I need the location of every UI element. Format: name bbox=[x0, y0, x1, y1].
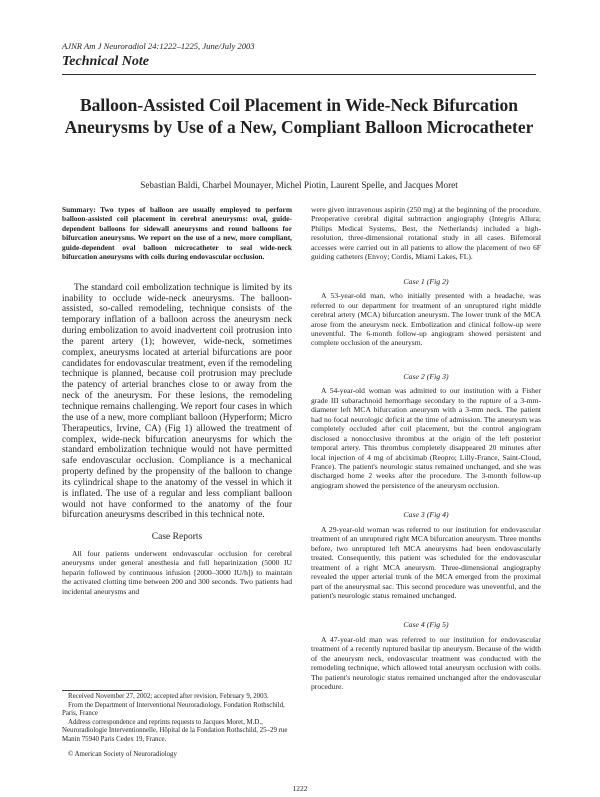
journal-citation: AJNR Am J Neuroradiol 24:1222–1225, June/July 2003 bbox=[62, 41, 255, 51]
case-reports-paragraph: All four patients underwent endovascular occlusion for cerebral aneurysms under general anesthesia and full heparinization (5000 IU heparin followed by continuous infusion [2000–3000 IU/h]) to maintain the activated clotting time between 200 and 300 seconds. Two patients had incidental aneurysms and bbox=[62, 548, 292, 596]
footnote-divider bbox=[62, 690, 142, 691]
section-label: Technical Note bbox=[62, 54, 149, 69]
author-list: Sebastian Baldi, Charbel Mounayer, Michel Piotin, Laurent Spelle, and Jacques Moret bbox=[140, 180, 458, 190]
case-3-heading: Case 3 (Fig 4) bbox=[403, 510, 449, 520]
case-2-heading: Case 2 (Fig 3) bbox=[403, 371, 449, 381]
footnotes bbox=[62, 693, 292, 759]
case-4-heading: Case 4 (Fig 5) bbox=[403, 620, 449, 630]
correspondence-note: Address correspondence and reprints requests to Jacques Moret, M.D., Neuroradiologie Interventionnelle, Hôpital de la Fondation Rothschild, 25–29 rue Manin 75940 Paris Cedex 19, France. bbox=[62, 718, 288, 743]
case-2-text: A 54-year-old woman was admitted to our institution with a Fisher grade III subarachnoid hemorrhage secondary to the rupture of a 3-mm-diameter left MCA bifurcation aneurysm with a 3-mm neck. The patient had no focal neurologic deficit at the time of admission. The aneurysm was completely occluded after coil placement, but the control angiogram disclosed a nonocclusive thrombus at the origin of the left posterior temporal artery. This thrombus completely disappeared 20 minutes after local injection of 4 mg of abciximab (Reopro; Lilly-France, Saint-Cloud, France). The patient's neurologic status remained unchanged, and she was discharged home 2 weeks after the procedure. The 3-month follow-up angiogram showed the persistence of the aneurysm occlusion. bbox=[311, 386, 541, 490]
left-column bbox=[62, 205, 292, 596]
case-reports-heading: Case Reports bbox=[151, 532, 203, 543]
case-3-text: A 29-year-old woman was referred to our institution for endovascular treatment of an unruptured right MCA bifurcation aneurysm. Three months before, two unruptured left MCA aneurysms had been endovascularly treated. Consequently, this patient was scheduled for the endovascular treatment of a right MCA aneurysm. Three-dimensional angiography revealed the upper arterial trunk of the MCA emerged from the proximal part of the aneurysmal sac. This second procedure was uneventful, and the patient's neurologic status remained unchanged. bbox=[311, 524, 541, 600]
case-4-text: A 47-year-old man was referred to our institution for endovascular treatment of a recently ruptured basilar tip aneurysm. Because of the width of the aneurysm neck, endovascular treatment was conducted with the remodeling technique, which allowed total aneurysm occlusion with coils. The patient's neurologic status remained unchanged after the endovascular procedure. bbox=[311, 634, 541, 692]
article-title: Balloon-Assisted Coil Placement in Wide-Neck Bifurcation Aneurysms by Use of a New, Compliant Balloon Microcatheter bbox=[64, 95, 534, 137]
right-column bbox=[311, 205, 541, 692]
case-1-heading: Case 1 (Fig 2) bbox=[403, 276, 449, 286]
case-1-text: A 53-year-old man, who initially presented with a headache, was referred to our department for treatment of an unruptured right middle cerebral artery (MCA) bifurcation aneurysm. The lower trunk of the MCA arose from the aneurysm neck. Embolization and clinical follow-up were uneventful. The 6-month follow-up angiogram showed persistent and complete occlusion of the aneurysm. bbox=[311, 291, 541, 348]
page-number: 1222 bbox=[292, 784, 308, 793]
intro-paragraph: The standard coil embolization technique is limited by its inability to occlude wide-neck aneurysms. The balloon-assisted, so-called remodeling, technique consists of the temporary inflation of a balloon across the aneurysm neck during embolization to avoid inadvertent coil protrusion into the parent artery (1); however, wide-neck, sometimes complex, aneurysms located at arterial bifurcations are poor candidates for endovascular treatment, even if the remodeling technique is planned, because coil protrusion may preclude the patency of arterial branches close to or away from the neck of the aneurysm. For these lesions, the remodeling technique remains challenging. We report four cases in which the use of a new, more compliant balloon (Hyperform; Micro Therapeutics, Irvine, CA) (Fig 1) allowed the treatment of complex, wide-neck bifurcation aneurysms for which the standard embolization technique would not have permitted safe endovascular occlusion. Compliance is a mechanical property defined by the propensity of the balloon to change its cylindrical shape to the anatomy of the vessel in which it is inflated. The use of a regular and less compliant balloon would not have conformed to the anatomy of the four bifurcation aneurysms described in this technical note. bbox=[62, 282, 292, 521]
received-note: Received November 27, 2002; accepted after revision, February 9, 2003. bbox=[68, 693, 269, 700]
summary-label: Summary: bbox=[62, 205, 96, 214]
summary-text: Two types of balloon are usually employed to perform balloon-assisted coil placement in cerebral aneurysms: oval, guide-dependent balloons for sidewall aneurysms and round balloons for bifurcation aneurysms. We report on the use of a new, more compliant, guide-dependent oval balloon microcatheter to seal wide-neck bifurcation aneurysms with coils during endovascular occlusion. bbox=[62, 205, 292, 262]
abstract bbox=[62, 205, 292, 262]
header-divider bbox=[62, 74, 536, 75]
copyright-note: © American Society of Neuroradiology bbox=[68, 750, 177, 758]
affiliation-note: From the Department of Interventional Neuroradiology, Fondation Rothschild, Paris, France bbox=[62, 701, 285, 718]
continuation-paragraph: were given intravenous aspirin (250 mg) at the beginning of the procedure. Preoperative cerebral digital subtraction angiography (Integris Allura; Philips Medical Systems, Best, the Netherlands) included a high-resolution, three-dimensional rotational study in all cases. Bifemoral accesses were carried out in all patients to allow the placement of two 6F guiding catheters (Envoy; Cordis, Miami Lakes, FL). bbox=[311, 205, 541, 262]
